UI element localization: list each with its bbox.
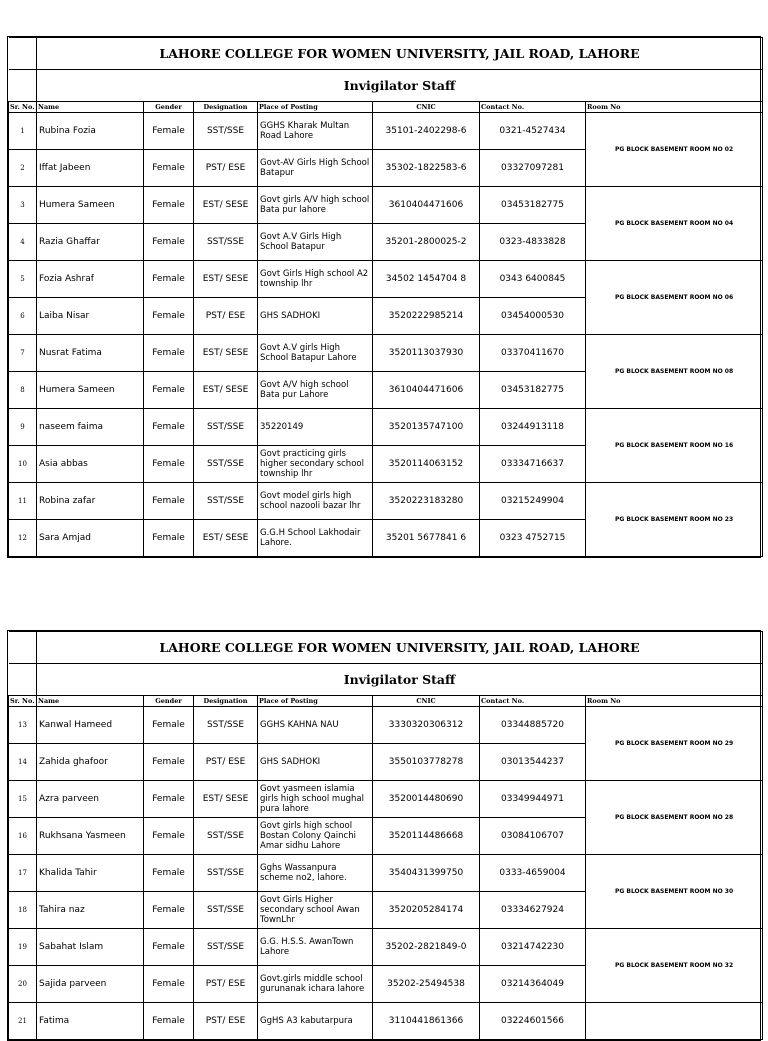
name-cell: Tahira naz <box>37 892 144 929</box>
gender-cell: Female <box>144 224 194 261</box>
cnic-cell: 35201 5677841 6 <box>373 520 480 557</box>
cnic-cell: 35201-2800025-2 <box>373 224 480 261</box>
contact-cell: 03454000530 <box>480 298 586 335</box>
name-cell: Fatima <box>37 1003 144 1040</box>
name-cell: Humera Sameen <box>37 187 144 224</box>
cnic-cell: 34502 1454704 8 <box>373 261 480 298</box>
cnic-cell: 35101-2402298-6 <box>373 113 480 150</box>
gender-cell: Female <box>144 446 194 483</box>
contact-cell: 0323-4833828 <box>480 224 586 261</box>
header-designation: Designation <box>194 696 258 707</box>
header-designation: Designation <box>194 102 258 113</box>
serial-number-cell: 8 <box>9 372 37 409</box>
header-sr: Sr. No. <box>9 102 37 113</box>
university-title: LAHORE COLLEGE FOR WOMEN UNIVERSITY, JAIL ROAD, LAHORE <box>37 38 763 70</box>
serial-number-cell: 9 <box>9 409 37 446</box>
table-row <box>9 113 763 150</box>
university-title: LAHORE COLLEGE FOR WOMEN UNIVERSITY, JAIL ROAD, LAHORE <box>37 632 763 664</box>
cnic-cell: 35302-1822583-6 <box>373 150 480 187</box>
cnic-cell: 3610404471606 <box>373 372 480 409</box>
serial-number-cell: 19 <box>9 929 37 966</box>
name-cell: Asia abbas <box>37 446 144 483</box>
cnic-cell: 3520223183280 <box>373 483 480 520</box>
gender-cell: Female <box>144 707 194 744</box>
designation-cell: PST/ ESE <box>194 966 258 1003</box>
header-gender: Gender <box>144 696 194 707</box>
cnic-cell: 3520114486668 <box>373 818 480 855</box>
gender-cell: Female <box>144 335 194 372</box>
gender-cell: Female <box>144 966 194 1003</box>
gender-cell: Female <box>144 744 194 781</box>
room-number-cell: PG BLOCK BASEMENT ROOM NO 29 <box>586 707 763 781</box>
name-cell: Azra parveen <box>37 781 144 818</box>
table-row <box>9 187 763 224</box>
serial-number-cell: 10 <box>9 446 37 483</box>
gender-cell: Female <box>144 150 194 187</box>
name-cell: Khalida Tahir <box>37 855 144 892</box>
room-number-cell: PG BLOCK BASEMENT ROOM NO 23 <box>586 483 763 557</box>
designation-cell: PST/ ESE <box>194 298 258 335</box>
name-cell: Sajida parveen <box>37 966 144 1003</box>
invigilator-table-2 <box>8 631 763 1040</box>
contact-cell: 03244913118 <box>480 409 586 446</box>
sheet-2 <box>7 630 761 1041</box>
gender-cell: Female <box>144 892 194 929</box>
name-cell: Iffat Jabeen <box>37 150 144 187</box>
contact-cell: 03224601566 <box>480 1003 586 1040</box>
name-cell: Humera Sameen <box>37 372 144 409</box>
serial-number-cell: 7 <box>9 335 37 372</box>
serial-number-cell: 12 <box>9 520 37 557</box>
contact-cell: 03013544237 <box>480 744 586 781</box>
contact-cell: 0333-4659004 <box>480 855 586 892</box>
place-of-posting-cell: Govt A.V Girls High School Batapur <box>258 224 373 261</box>
contact-cell: 0343 6400845 <box>480 261 586 298</box>
cnic-cell: 3540431399750 <box>373 855 480 892</box>
gender-cell: Female <box>144 113 194 150</box>
place-of-posting-cell: 35220149 <box>258 409 373 446</box>
serial-number-cell: 16 <box>9 818 37 855</box>
designation-cell: EST/ SESE <box>194 520 258 557</box>
table-row <box>9 707 763 744</box>
serial-number-cell: 6 <box>9 298 37 335</box>
name-cell: Razia Ghaffar <box>37 224 144 261</box>
header-sr: Sr. No. <box>9 696 37 707</box>
table-row <box>9 261 763 298</box>
name-cell: Sabahat Islam <box>37 929 144 966</box>
designation-cell: SST/SSE <box>194 409 258 446</box>
gender-cell: Female <box>144 261 194 298</box>
designation-cell: EST/ SESE <box>194 261 258 298</box>
place-of-posting-cell: GGHS KAHNA NAU <box>258 707 373 744</box>
gender-cell: Female <box>144 409 194 446</box>
room-number-cell: PG BLOCK BASEMENT ROOM NO 02 <box>586 113 763 187</box>
serial-number-cell: 17 <box>9 855 37 892</box>
table-body <box>9 707 763 1040</box>
contact-cell: 03334627924 <box>480 892 586 929</box>
designation-cell: EST/ SESE <box>194 335 258 372</box>
designation-cell: SST/SSE <box>194 113 258 150</box>
table-row <box>9 335 763 372</box>
name-cell: Sara Amjad <box>37 520 144 557</box>
gender-cell: Female <box>144 520 194 557</box>
place-of-posting-cell: Govt girls A/V high school Bata pur lahore <box>258 187 373 224</box>
cnic-cell: 3520014480690 <box>373 781 480 818</box>
gender-cell: Female <box>144 483 194 520</box>
name-cell: Rubina Fozia <box>37 113 144 150</box>
gender-cell: Female <box>144 929 194 966</box>
table-row <box>9 1003 763 1040</box>
room-number-cell: PG BLOCK BASEMENT ROOM NO 04 <box>586 187 763 261</box>
invigilator-table-1 <box>8 37 763 557</box>
serial-number-cell: 21 <box>9 1003 37 1040</box>
serial-number-cell: 18 <box>9 892 37 929</box>
serial-number-cell: 1 <box>9 113 37 150</box>
contact-cell: 0323 4752715 <box>480 520 586 557</box>
cnic-cell: 35202-2821849-0 <box>373 929 480 966</box>
place-of-posting-cell: Govt practicing girls higher secondary school township lhr <box>258 446 373 483</box>
place-of-posting-cell: Govt A.V girls High School Batapur Lahore <box>258 335 373 372</box>
designation-cell: EST/ SESE <box>194 372 258 409</box>
contact-cell: 03084106707 <box>480 818 586 855</box>
cnic-cell: 3550103778278 <box>373 744 480 781</box>
serial-number-cell: 2 <box>9 150 37 187</box>
cnic-cell: 3610404471606 <box>373 187 480 224</box>
place-of-posting-cell: GHS SADHOKI <box>258 744 373 781</box>
contact-cell: 03214364049 <box>480 966 586 1003</box>
designation-cell: PST/ ESE <box>194 1003 258 1040</box>
name-cell: Laiba Nisar <box>37 298 144 335</box>
serial-number-cell: 15 <box>9 781 37 818</box>
designation-cell: SST/SSE <box>194 818 258 855</box>
name-cell: Robina zafar <box>37 483 144 520</box>
gender-cell: Female <box>144 1003 194 1040</box>
header-row <box>9 102 763 113</box>
contact-cell: 03344885720 <box>480 707 586 744</box>
cnic-cell: 3520205284174 <box>373 892 480 929</box>
designation-cell: SST/SSE <box>194 483 258 520</box>
table-row <box>9 409 763 446</box>
contact-cell: 03453182775 <box>480 372 586 409</box>
room-number-cell: PG BLOCK BASEMENT ROOM NO 08 <box>586 335 763 409</box>
gender-cell: Female <box>144 298 194 335</box>
gender-cell: Female <box>144 187 194 224</box>
name-cell: Zahida ghafoor <box>37 744 144 781</box>
place-of-posting-cell: Govt girls high school Bostan Colony Qainchi Amar sidhu Lahore <box>258 818 373 855</box>
designation-cell: PST/ ESE <box>194 744 258 781</box>
contact-cell: 03349944971 <box>480 781 586 818</box>
room-number-cell: PG BLOCK BASEMENT ROOM NO 06 <box>586 261 763 335</box>
room-number-cell: PG BLOCK BASEMENT ROOM NO 16 <box>586 409 763 483</box>
place-of-posting-cell: Govt A/V high school Bata pur Lahore <box>258 372 373 409</box>
designation-cell: SST/SSE <box>194 446 258 483</box>
place-of-posting-cell: GgHS A3 kabutarpura <box>258 1003 373 1040</box>
cnic-cell: 3330320306312 <box>373 707 480 744</box>
name-cell: Rukhsana Yasmeen <box>37 818 144 855</box>
table-row <box>9 855 763 892</box>
header-contact: Contact No. <box>480 102 586 113</box>
cnic-cell: 3520135747100 <box>373 409 480 446</box>
designation-cell: SST/SSE <box>194 855 258 892</box>
cnic-cell: 3520113037930 <box>373 335 480 372</box>
serial-number-cell: 4 <box>9 224 37 261</box>
header-contact: Contact No. <box>480 696 586 707</box>
designation-cell: SST/SSE <box>194 929 258 966</box>
place-of-posting-cell: G.G. H.S.S. AwanTown Lahore <box>258 929 373 966</box>
place-of-posting-cell: Govt-AV Girls High School Batapur <box>258 150 373 187</box>
designation-cell: EST/ SESE <box>194 781 258 818</box>
place-of-posting-cell: Govt Girls Higher secondary school Awan TownLhr <box>258 892 373 929</box>
place-of-posting-cell: Govt model girls high school nazooli bazar lhr <box>258 483 373 520</box>
place-of-posting-cell: Gghs Wassanpura scheme no2, lahore. <box>258 855 373 892</box>
header-place: Place of Posting <box>258 696 373 707</box>
header-cnic: CNIC <box>373 102 480 113</box>
contact-cell: 0321-4527434 <box>480 113 586 150</box>
header-cnic: CNIC <box>373 696 480 707</box>
room-number-cell: PG BLOCK BASEMENT ROOM NO 32 <box>586 929 763 1003</box>
designation-cell: PST/ ESE <box>194 150 258 187</box>
place-of-posting-cell: GHS SADHOKI <box>258 298 373 335</box>
name-cell: Kanwal Hameed <box>37 707 144 744</box>
designation-cell: SST/SSE <box>194 892 258 929</box>
cnic-cell: 3110441861366 <box>373 1003 480 1040</box>
serial-number-cell: 3 <box>9 187 37 224</box>
serial-number-cell: 5 <box>9 261 37 298</box>
table-row <box>9 483 763 520</box>
contact-cell: 03215249904 <box>480 483 586 520</box>
room-number-cell: PG BLOCK BASEMENT ROOM NO 28 <box>586 781 763 855</box>
place-of-posting-cell: Govt.girls middle school gurunanak ichara lahore <box>258 966 373 1003</box>
place-of-posting-cell: Govt Girls High school A2 township lhr <box>258 261 373 298</box>
header-name: Name <box>37 102 144 113</box>
designation-cell: EST/ SESE <box>194 187 258 224</box>
room-number-cell <box>586 1003 763 1040</box>
serial-number-cell: 11 <box>9 483 37 520</box>
contact-cell: 03370411670 <box>480 335 586 372</box>
gender-cell: Female <box>144 781 194 818</box>
serial-number-cell: 20 <box>9 966 37 1003</box>
table-row <box>9 929 763 966</box>
cnic-cell: 35202-25494538 <box>373 966 480 1003</box>
table-body <box>9 113 763 557</box>
sheet-1 <box>7 36 761 558</box>
sheet-subtitle: Invigilator Staff <box>37 664 763 696</box>
name-cell: Fozia Ashraf <box>37 261 144 298</box>
place-of-posting-cell: G.G.H School Lakhodair Lahore. <box>258 520 373 557</box>
cnic-cell: 3520222985214 <box>373 298 480 335</box>
header-place: Place of Posting <box>258 102 373 113</box>
place-of-posting-cell: Govt yasmeen islamia girls high school mughal pura lahore <box>258 781 373 818</box>
header-room: Room No <box>586 696 763 707</box>
serial-number-cell: 13 <box>9 707 37 744</box>
table-row <box>9 781 763 818</box>
gender-cell: Female <box>144 855 194 892</box>
header-row <box>9 696 763 707</box>
designation-cell: SST/SSE <box>194 224 258 261</box>
designation-cell: SST/SSE <box>194 707 258 744</box>
contact-cell: 03334716637 <box>480 446 586 483</box>
room-number-cell: PG BLOCK BASEMENT ROOM NO 30 <box>586 855 763 929</box>
contact-cell: 03214742230 <box>480 929 586 966</box>
sheet-subtitle: Invigilator Staff <box>37 70 763 102</box>
serial-number-cell: 14 <box>9 744 37 781</box>
contact-cell: 03453182775 <box>480 187 586 224</box>
header-gender: Gender <box>144 102 194 113</box>
header-name: Name <box>37 696 144 707</box>
contact-cell: 03327097281 <box>480 150 586 187</box>
name-cell: naseem faima <box>37 409 144 446</box>
header-room: Room No <box>586 102 763 113</box>
gender-cell: Female <box>144 818 194 855</box>
gender-cell: Female <box>144 372 194 409</box>
place-of-posting-cell: GGHS Kharak Multan Road Lahore <box>258 113 373 150</box>
cnic-cell: 3520114063152 <box>373 446 480 483</box>
name-cell: Nusrat Fatima <box>37 335 144 372</box>
